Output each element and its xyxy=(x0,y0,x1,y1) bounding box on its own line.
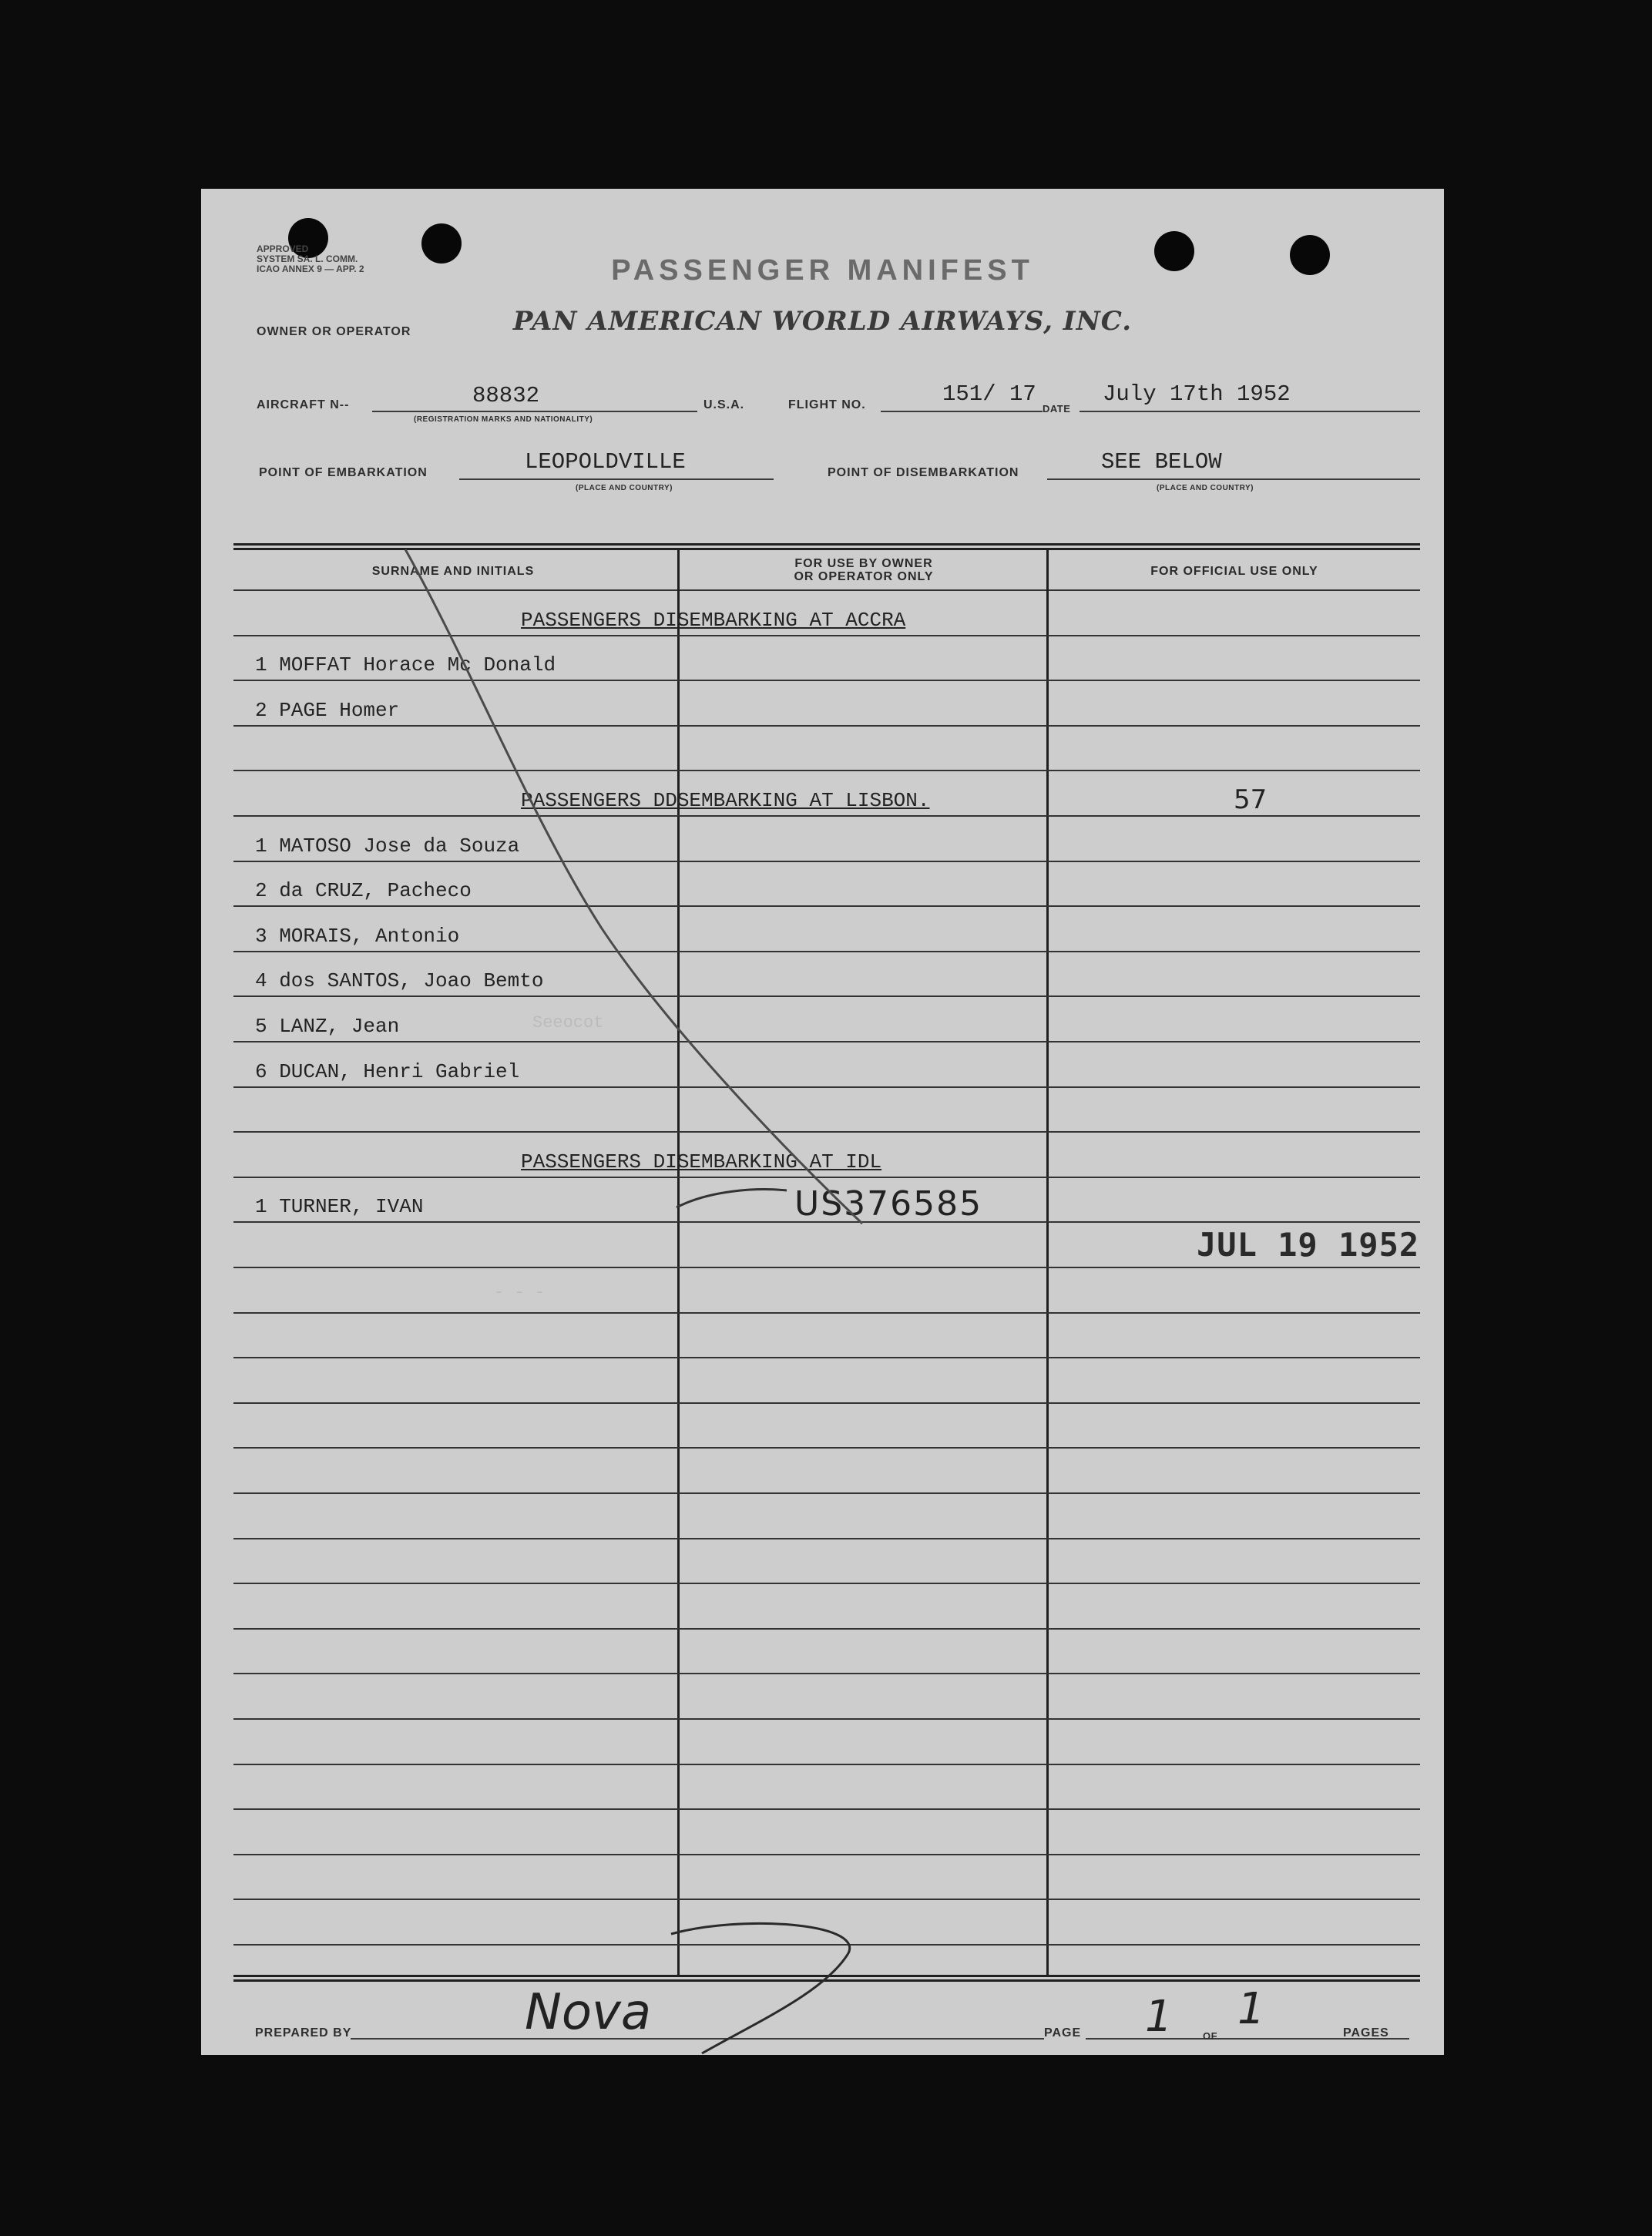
passenger-name: 2 PAGE Homer xyxy=(255,699,400,722)
passenger-name: 2 da CRUZ, Pacheco xyxy=(255,879,472,902)
disembarkation-label: POINT OF DISEMBARKATION xyxy=(828,466,1019,479)
section-heading: PASSENGERS DDSEMBARKING AT LISBON. xyxy=(521,789,930,812)
surname-column-header: SURNAME AND INITIALS xyxy=(371,565,535,578)
flight-date: July 17th 1952 xyxy=(1103,381,1291,407)
approval-note: APPROVED SYSTEM SA. L. COMM. ICAO ANNEX 9 — APP. 2 xyxy=(257,243,364,274)
section-heading: PASSENGERS DISEMBARKING AT ACCRA xyxy=(521,609,906,632)
passenger-name: 1 MOFFAT Horace Mc Donald xyxy=(255,653,556,677)
passport-number: US376585 xyxy=(794,1184,983,1224)
arrival-date-stamp: JUL 19 1952 xyxy=(1197,1226,1420,1264)
disembarkation-note: (PLACE AND COUNTRY) xyxy=(1157,484,1254,492)
registration-note: (REGISTRATION MARKS AND NATIONALITY) xyxy=(414,415,593,424)
date-label: DATE xyxy=(1043,403,1071,415)
usa-label: U.S.A. xyxy=(703,398,745,411)
preparer-signature: Nova xyxy=(525,1984,652,2041)
pencil-diagonal-stroke xyxy=(405,549,862,1224)
official-number: 57 xyxy=(1234,784,1268,815)
passenger-name: 6 DUCAN, Henri Gabriel xyxy=(255,1060,520,1083)
disembarkation-value: SEE BELOW xyxy=(1101,449,1222,475)
aircraft-number: 88832 xyxy=(472,383,540,408)
airline-name: PAN AMERICAN WORLD AIRWAYS, INC. xyxy=(512,306,1133,337)
flight-label: FLIGHT NO. xyxy=(788,398,866,411)
embarkation-note: (PLACE AND COUNTRY) xyxy=(576,484,673,492)
prepared-by-label: PREPARED BY xyxy=(255,2026,352,2040)
of-label: OF xyxy=(1203,2030,1218,2042)
passenger-name: 1 MATOSO Jose da Souza xyxy=(255,834,520,858)
official-column-header: FOR OFFICIAL USE ONLY xyxy=(1150,565,1318,578)
pencil-tick-mark xyxy=(677,1190,787,1207)
passenger-name: 4 dos SANTOS, Joao Bemto xyxy=(255,969,544,992)
page-title: PASSENGER MANIFEST xyxy=(611,254,1034,287)
bleed-through-text: Seeocot xyxy=(532,1013,604,1032)
manifest-page xyxy=(201,189,1444,2055)
page-number: 1 xyxy=(1145,1992,1173,2042)
passenger-name: 3 MORAIS, Antonio xyxy=(255,925,460,948)
owner-column-header: FOR USE BY OWNER OR OPERATOR ONLY xyxy=(794,557,934,583)
signature-flourish xyxy=(671,1923,850,2053)
embarkation-value: LEOPOLDVILLE xyxy=(525,449,686,475)
pages-label: PAGES xyxy=(1343,2026,1389,2040)
page-total: 1 xyxy=(1237,1984,1265,2034)
aircraft-label: AIRCRAFT N-- xyxy=(257,398,350,411)
bleed-through-text: - - - xyxy=(494,1283,546,1302)
flight-number: 151/ 17 xyxy=(942,381,1036,407)
section-heading: PASSENGERS DISEMBARKING AT IDL xyxy=(521,1150,882,1173)
passenger-name: 5 LANZ, Jean xyxy=(255,1015,400,1038)
owner-label: OWNER OR OPERATOR xyxy=(257,325,411,338)
passenger-name: 1 TURNER, IVAN xyxy=(255,1195,424,1218)
page-label: PAGE xyxy=(1044,2026,1082,2040)
embarkation-label: POINT OF EMBARKATION xyxy=(259,466,428,479)
pencil-marks xyxy=(201,189,1444,2055)
